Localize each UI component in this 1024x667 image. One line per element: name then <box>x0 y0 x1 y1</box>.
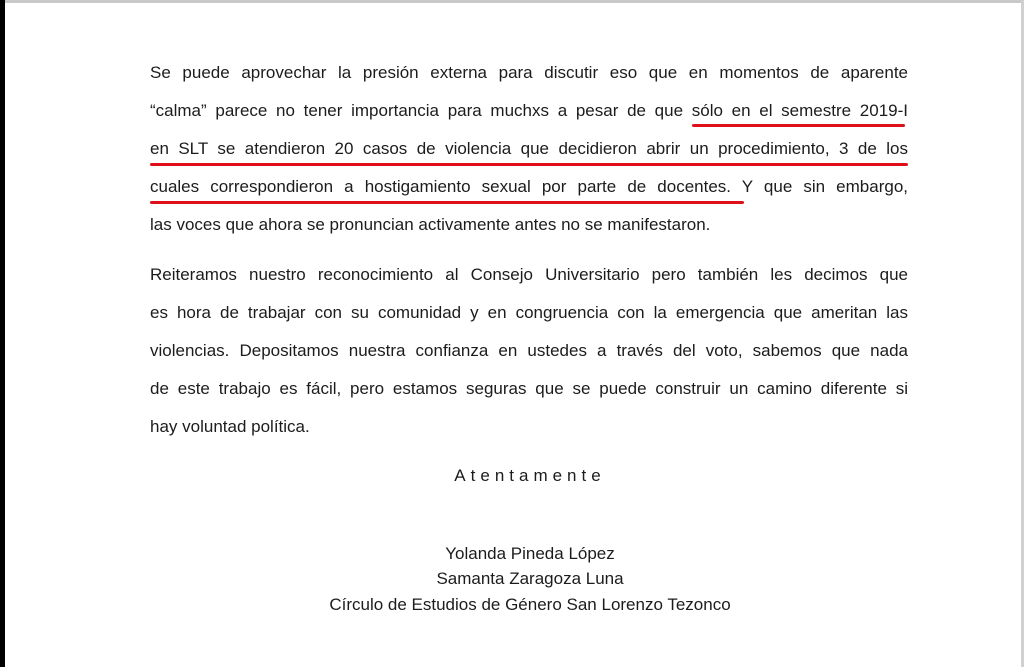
paragraph-2-line-5: hay voluntad política. <box>150 417 310 436</box>
signature-name-2: Samanta Zaragoza Luna <box>436 569 624 588</box>
paragraph-2-line-3: violencias. Depositamos nuestra confianza en ustedes a través del voto, sabemos que nada <box>150 341 908 360</box>
paragraph-2-line-1: Reiteramos nuestro reconocimiento al Consejo Universitario pero también les decimos que <box>150 265 908 284</box>
red-highlight-underline-1 <box>692 124 905 127</box>
signature-name-1: Yolanda Pineda López <box>445 544 615 563</box>
red-highlight-underline-3 <box>150 201 744 204</box>
signature-organization: Círculo de Estudios de Género San Lorenzo Tezonco <box>329 595 731 614</box>
paragraph-2-line-4: de este trabajo es fácil, pero estamos seguras que se puede construir un camino diferente si <box>150 379 908 398</box>
paragraph-1-line-4: cuales correspondieron a hostigamiento sexual por parte de docentes. Y que sin embargo, <box>150 177 908 196</box>
closing-salutation: Atentamente <box>454 466 606 485</box>
paragraph-2-line-2: es hora de trabajar con su comunidad y en congruencia con la emergencia que ameritan las <box>150 303 908 322</box>
paragraph-1-line-1: Se puede aprovechar la presión externa para discutir eso que en momentos de aparente <box>150 63 908 82</box>
paragraph-1-line-3: en SLT se atendieron 20 casos de violencia que decidieron abrir un procedimiento, 3 de los <box>150 139 908 158</box>
paragraph-1-line-5: las voces que ahora se pronuncian activamente antes no se manifestaron. <box>150 215 711 234</box>
red-highlight-underline-2 <box>150 163 908 166</box>
paragraph-1-line-2: “calma” parece no tener importancia para muchxs a pesar de que sólo en el semestre 2019-I <box>150 101 908 120</box>
